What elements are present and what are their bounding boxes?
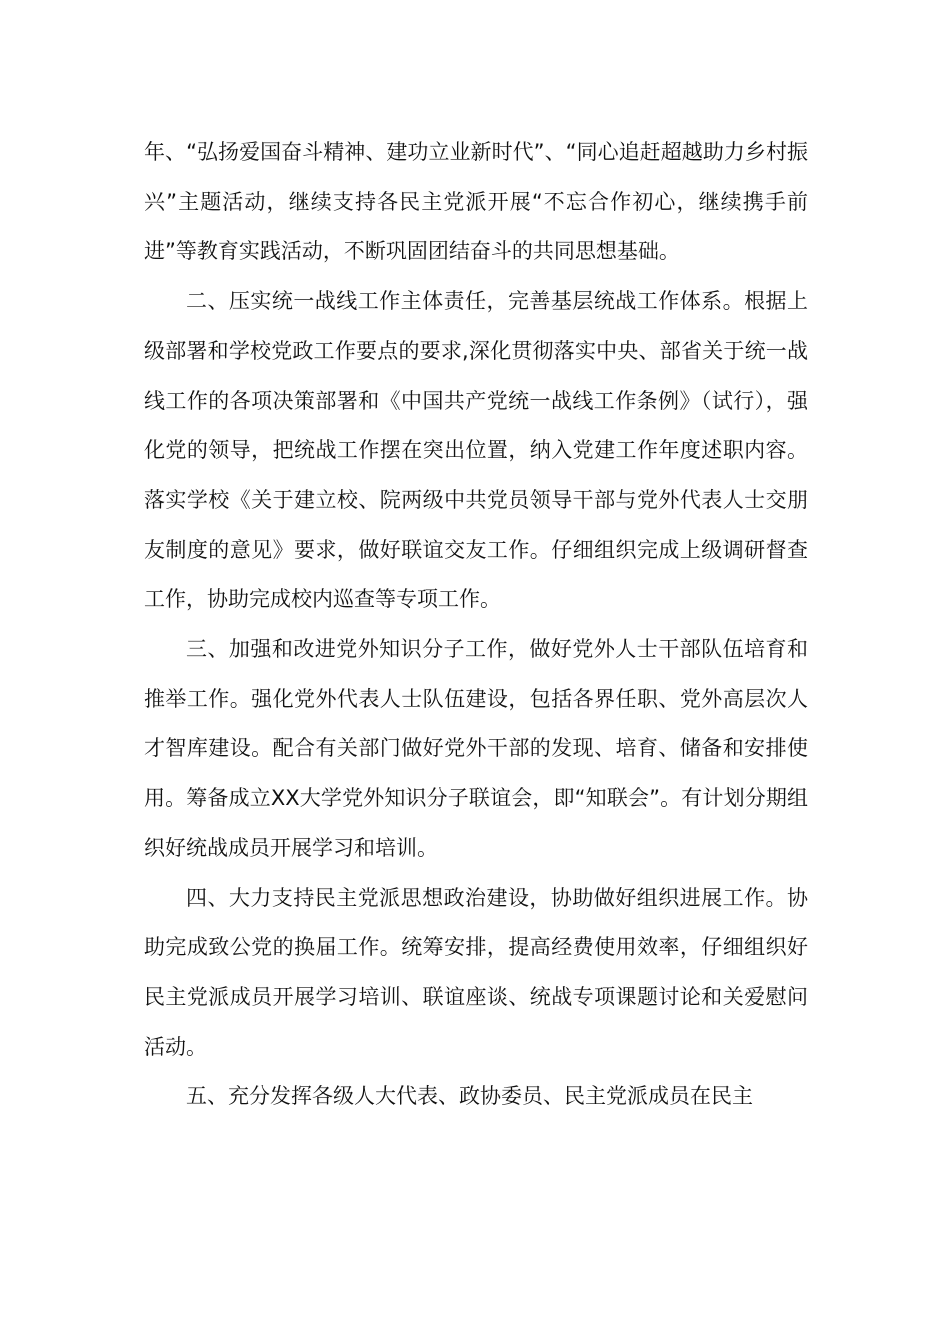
paragraph-section-5: 五、充分发挥各级人大代表、政协委员、民主党派成员在民主 [186, 1084, 753, 1109]
paragraph-section-3: 三、加强和改进党外知识分子工作，做好党外人士干部队伍培育和推举工作。强化党外代表人士队伍建设，包括各界任职、党外高层次人才智库建设。配合有关部门做好党外干部的发现、培育、储备和安排使用。筹备成立XX大学党外知识分子联谊会，即“知联会”。有计划分期组织好统战成员开展学习和培训。 [144, 637, 808, 860]
paragraph-section-4: 四、大力支持民主党派思想政治建设，协助做好组织进展工作。协助完成致公党的换届工作。统筹安排，提高经费使用效率，仔细组织好民主党派成员开展学习培训、联谊座谈、统战专项课题讨论和关爱慰问活动。 [144, 885, 808, 1059]
paragraph-continued: 年、“弘扬爱国奋斗精神、建功立业新时代”、“同心追赶超越助力乡村振兴”主题活动，继续支持各民主党派开展“不忘合作初心，继续携手前进”等教育实践活动，不断巩固团结奋斗的共同思想基础。 [144, 140, 808, 264]
document-body [144, 128, 808, 1122]
paragraph-section-2: 二、压实统一战线工作主体责任，完善基层统战工作体系。根据上级部署和学校党政工作要点的要求,深化贯彻落实中央、部省关于统一战线工作的各项决策部署和《中国共产党统一战线工作条例》（试行），强化党的领导，把统战工作摆在突出位置，纳入党建工作年度述职内容。落实学校《关于建立校、院两级中共党员领导干部与党外代表人士交朋友制度的意见》要求，做好联谊交友工作。仔细组织完成上级调研督查工作，协助完成校内巡查等专项工作。 [144, 289, 808, 612]
